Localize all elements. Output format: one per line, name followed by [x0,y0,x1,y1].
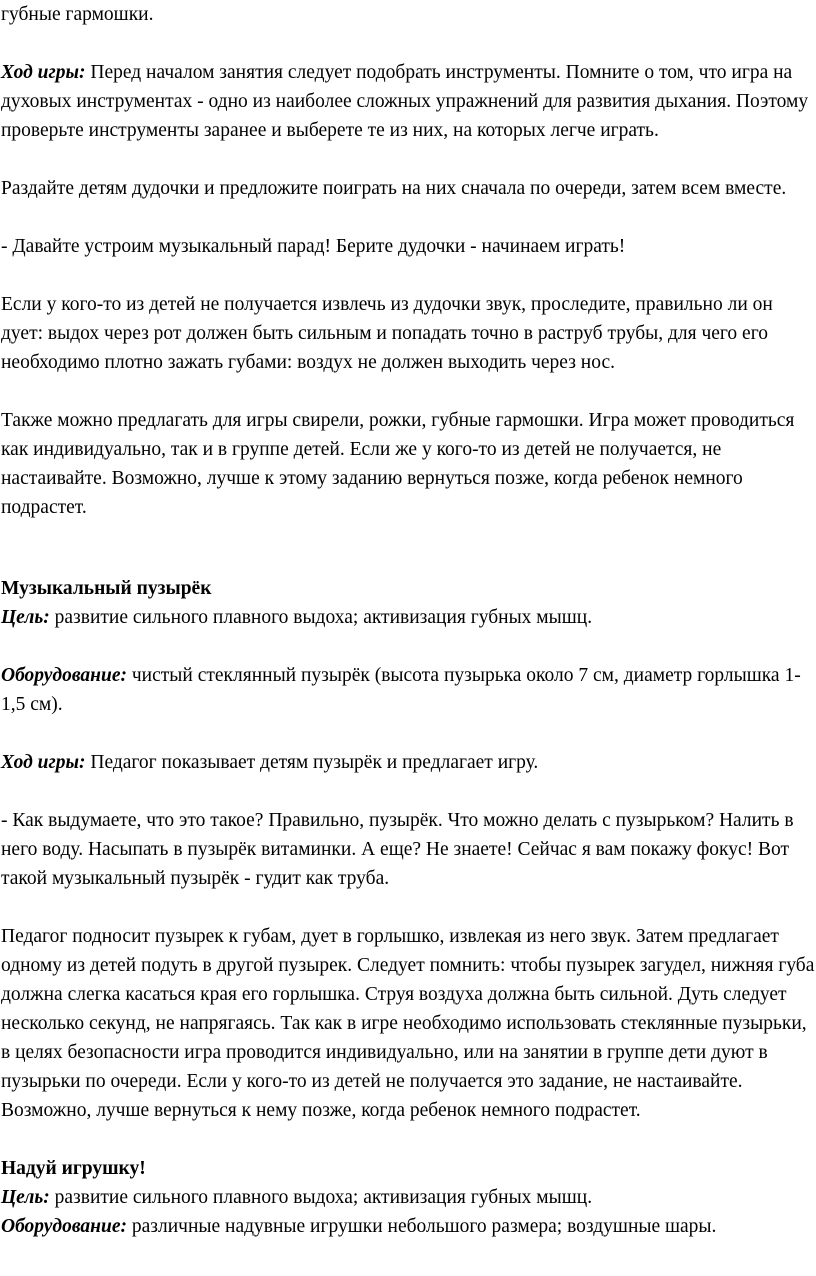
bubble-procedure-paragraph [1,748,816,777]
distribute-pipes-paragraph: Раздайте детям дудочки и предложите поиграть на них сначала по очереди, затем всем вместе. [1,178,787,199]
sound-check-paragraph: Если у кого-то из детей не получается извлечь из дудочки звук, проследите, правильно ли он дует: выдох через рот должен быть сильным и попадать точно в раструб трубы, для чего его необходимо плотно зажать губами: воздух не должен выходить через нос. [1,294,773,373]
bubble-instructions-paragraph: Педагог подносит пузырек к губам, дует в горлышко, извлекая из него звук. Затем предлагает одному из детей подуть в другой пузырек. Следует помнить: чтобы пузырек загудел, нижняя губа должна слегка касаться края его горлышка. Струя воздуха должна быть сильной. Дуть следует несколько секунд, не напрягаясь. Так как в игре необходимо использовать стеклянные пузырьки, в целях безопасности игра проводится индивидуально, или на занятии в группе дети дуют в пузырьки по очереди. Если у кого-то из детей не получается это задание, не настаивайте. Возможно, лучше вернуться к нему позже, когда ребенок немного подрастет. [1,926,815,1121]
bubble-goal-label: Цель: [1,607,50,628]
bubble-equipment-text: чистый стеклянный пузырёк (высота пузырька около 7 см, диаметр горлышка 1-1,5 см). [1,665,801,715]
section-title-toy: Надуй игрушку! [1,1158,146,1179]
game-procedure-text: Перед началом занятия следует подобрать инструменты. Помните о том, что игра на духовых инструментах - одно из наиболее сложных упражнений для развития дыхания. Поэтому проверьте инструменты заранее и выберете те из них, на которых легче играть. [1,62,809,141]
toy-goal-label: Цель: [1,1187,50,1208]
parade-paragraph: - Давайте устроим музыкальный парад! Берите дудочки - начинаем играть! [1,236,626,257]
toy-goal-paragraph [1,1183,816,1212]
toy-equipment-paragraph [1,1212,816,1241]
section-title-bubble: Музыкальный пузырёк [1,578,212,599]
bubble-procedure-text: Педагог показывает детям пузырёк и предлагает игру. [85,752,539,773]
bubble-procedure-label: Ход игры: [1,752,86,773]
toy-equipment-text: различные надувные игрушки небольшого размера; воздушные шары. [126,1216,717,1237]
toy-goal-text: развитие сильного плавного выдоха; активизация губных мышц. [49,1187,593,1208]
bubble-dialog-paragraph: - Как выдумаете, что это такое? Правильно, пузырёк. Что можно делать с пузырьком? Налить в него воду. Насыпать в пузырёк витаминки. А еще? Не знаете! Сейчас я вам покажу фокус! Вот такой музыкальный пузырёк - гудит как труба. [1,810,794,889]
game-procedure-paragraph [1,58,816,145]
other-instruments-paragraph: Также можно предлагать для игры свирели, рожки, губные гармошки. Игра может проводиться как индивидуально, так и в группе детей. Если же у кого-то из детей не получается, не настаивайте. Возможно, лучше к этому заданию вернуться позже, когда ребенок немного подрастет. [1,410,795,518]
bubble-goal-text: развитие сильного плавного выдоха; активизация губных мышц. [49,607,593,628]
bubble-equipment-paragraph [1,661,816,719]
bubble-equipment-label: Оборудование: [1,665,127,686]
bubble-goal-paragraph [1,603,816,632]
toy-equipment-label: Оборудование: [1,1216,127,1237]
game-procedure-label: Ход игры: [1,62,86,83]
intro-tail-paragraph: губные гармошки. [1,4,154,25]
